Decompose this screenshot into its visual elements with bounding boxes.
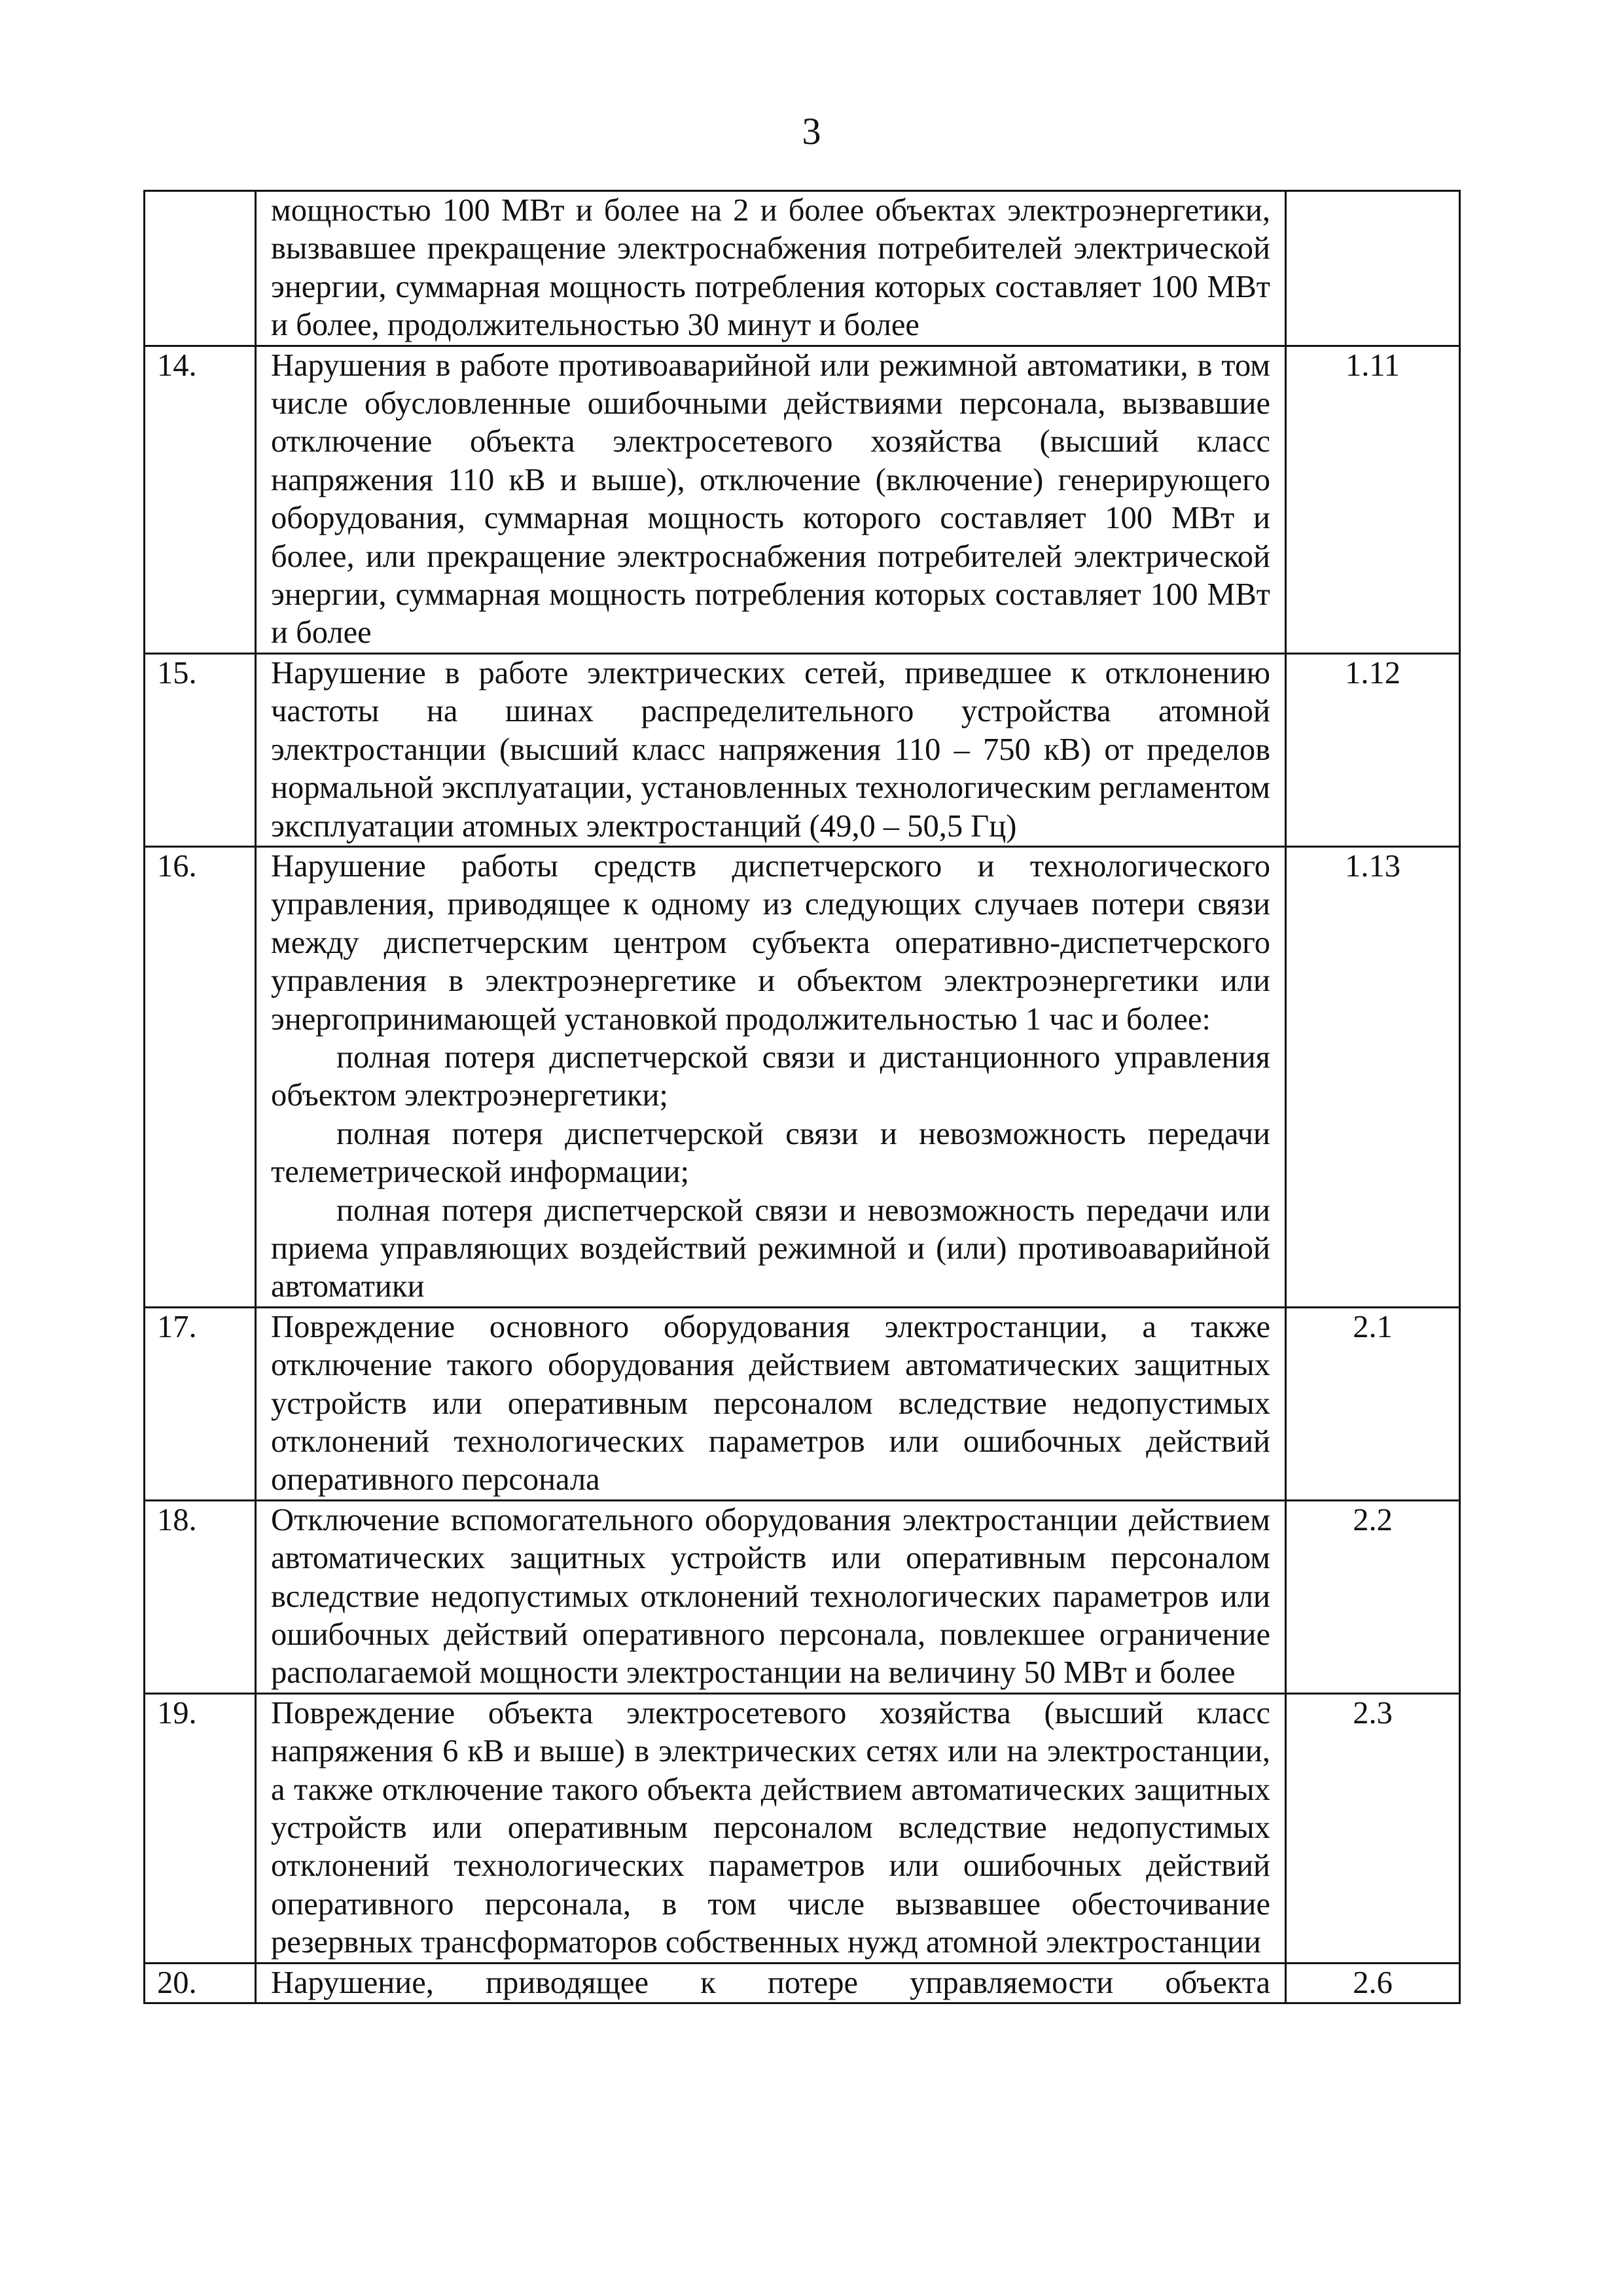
table-row xyxy=(145,346,1460,653)
row-number xyxy=(145,191,256,346)
row-description xyxy=(256,346,1286,653)
description-paragraph: Повреждение объекта электросетевого хозяйства (высший класс напряжения 6 кВ и выше) в электрических сетях или на электростанции, а также отключение такого объекта действием автоматических защитных устройств или оперативным персоналом вследствие недопустимых отклонений технологических параметров или ошибочных действий оперативного персонала, в том числе вызвавшее обесточивание резервных трансформаторов собственных нужд атомной электростанции xyxy=(271,1695,1270,1960)
table-row xyxy=(145,1307,1460,1500)
description-paragraph: Нарушение, приводящее к потере управляемости объекта xyxy=(271,1965,1270,2000)
table-row xyxy=(145,653,1460,846)
row-description xyxy=(256,1963,1286,2003)
table-row xyxy=(145,1963,1460,2003)
row-number: 19. xyxy=(145,1693,256,1963)
description-paragraph: полная потеря диспетчерской связи и дистанционного управления объектом электроэнергетики; xyxy=(271,1039,1270,1113)
row-code: 2.3 xyxy=(1286,1693,1460,1963)
row-number: 15. xyxy=(145,653,256,846)
row-code: 2.6 xyxy=(1286,1963,1460,2003)
row-number: 18. xyxy=(145,1500,256,1693)
row-description xyxy=(256,653,1286,846)
row-description xyxy=(256,1500,1286,1693)
description-paragraph: Повреждение основного оборудования электростанции, а также отключение такого оборудования действием автоматических защитных устройств или оперативным персоналом вследствие недопустимых отклонений технологических параметров или ошибочных действий оперативного персонала xyxy=(271,1309,1270,1498)
incident-classification-table xyxy=(143,190,1461,2004)
row-code: 2.2 xyxy=(1286,1500,1460,1693)
row-code: 2.1 xyxy=(1286,1307,1460,1500)
row-code: 1.13 xyxy=(1286,846,1460,1307)
description-paragraph: Нарушение работы средств диспетчерского и технологического управления, приводящее к одному из следующих случаев потери связи между диспетчерским центром субъекта оперативно-диспетчерского управления в электроэнергетике и объектом электроэнергетики или энергопринимающей установкой продолжительностью 1 час и более: xyxy=(271,848,1270,1037)
row-number: 16. xyxy=(145,846,256,1307)
description-paragraph: Нарушения в работе противоаварийной или режимной автоматики, в том числе обусловленные ошибочными действиями персонала, вызвавшие отключение объекта электросетевого хозяйства (высший класс напряжения 110 кВ и выше), отключение (включение) генерирующего оборудования, суммарная мощность которого составляет 100 МВт и более, или прекращение электроснабжения потребителей электрической энергии, суммарная мощность потребления которых составляет 100 МВт и более xyxy=(271,348,1270,651)
row-description xyxy=(256,1693,1286,1963)
table-row xyxy=(145,1500,1460,1693)
row-description xyxy=(256,191,1286,346)
description-paragraph: Отключение вспомогательного оборудования электростанции действием автоматических защитных устройств или оперативным персоналом вследствие недопустимых отклонений технологических параметров или ошибочных действий оперативного персонала, повлекшее ограничение располагаемой мощности электростанции на величину 50 МВт и более xyxy=(271,1502,1270,1691)
row-number: 17. xyxy=(145,1307,256,1500)
table-row xyxy=(145,1693,1460,1963)
row-description xyxy=(256,846,1286,1307)
page-number: 3 xyxy=(802,110,821,152)
row-code xyxy=(1286,191,1460,346)
row-description xyxy=(256,1307,1286,1500)
row-number: 20. xyxy=(145,1963,256,2003)
table-row xyxy=(145,846,1460,1307)
description-paragraph: Нарушение в работе электрических сетей, приведшее к отклонению частоты на шинах распределительного устройства атомной электростанции (высший класс напряжения 110 – 750 кВ) от пределов нормальной эксплуатации, установленных технологическим регламентом эксплуатации атомных электростанций (49,0 – 50,5 Гц) xyxy=(271,655,1270,844)
row-number: 14. xyxy=(145,346,256,653)
row-code: 1.11 xyxy=(1286,346,1460,653)
table-row xyxy=(145,191,1460,346)
description-paragraph: мощностью 100 МВт и более на 2 и более объектах электроэнергетики, вызвавшее прекращение электроснабжения потребителей электрической энергии, суммарная мощность потребления которых составляет 100 МВт и более, продолжительностью 30 минут и более xyxy=(271,193,1270,343)
description-paragraph: полная потеря диспетчерской связи и невозможность передачи или приема управляющих воздействий режимной и (или) противоаварийной автоматики xyxy=(271,1193,1270,1304)
row-code: 1.12 xyxy=(1286,653,1460,846)
description-paragraph: полная потеря диспетчерской связи и невозможность передачи телеметрической информации; xyxy=(271,1116,1270,1190)
